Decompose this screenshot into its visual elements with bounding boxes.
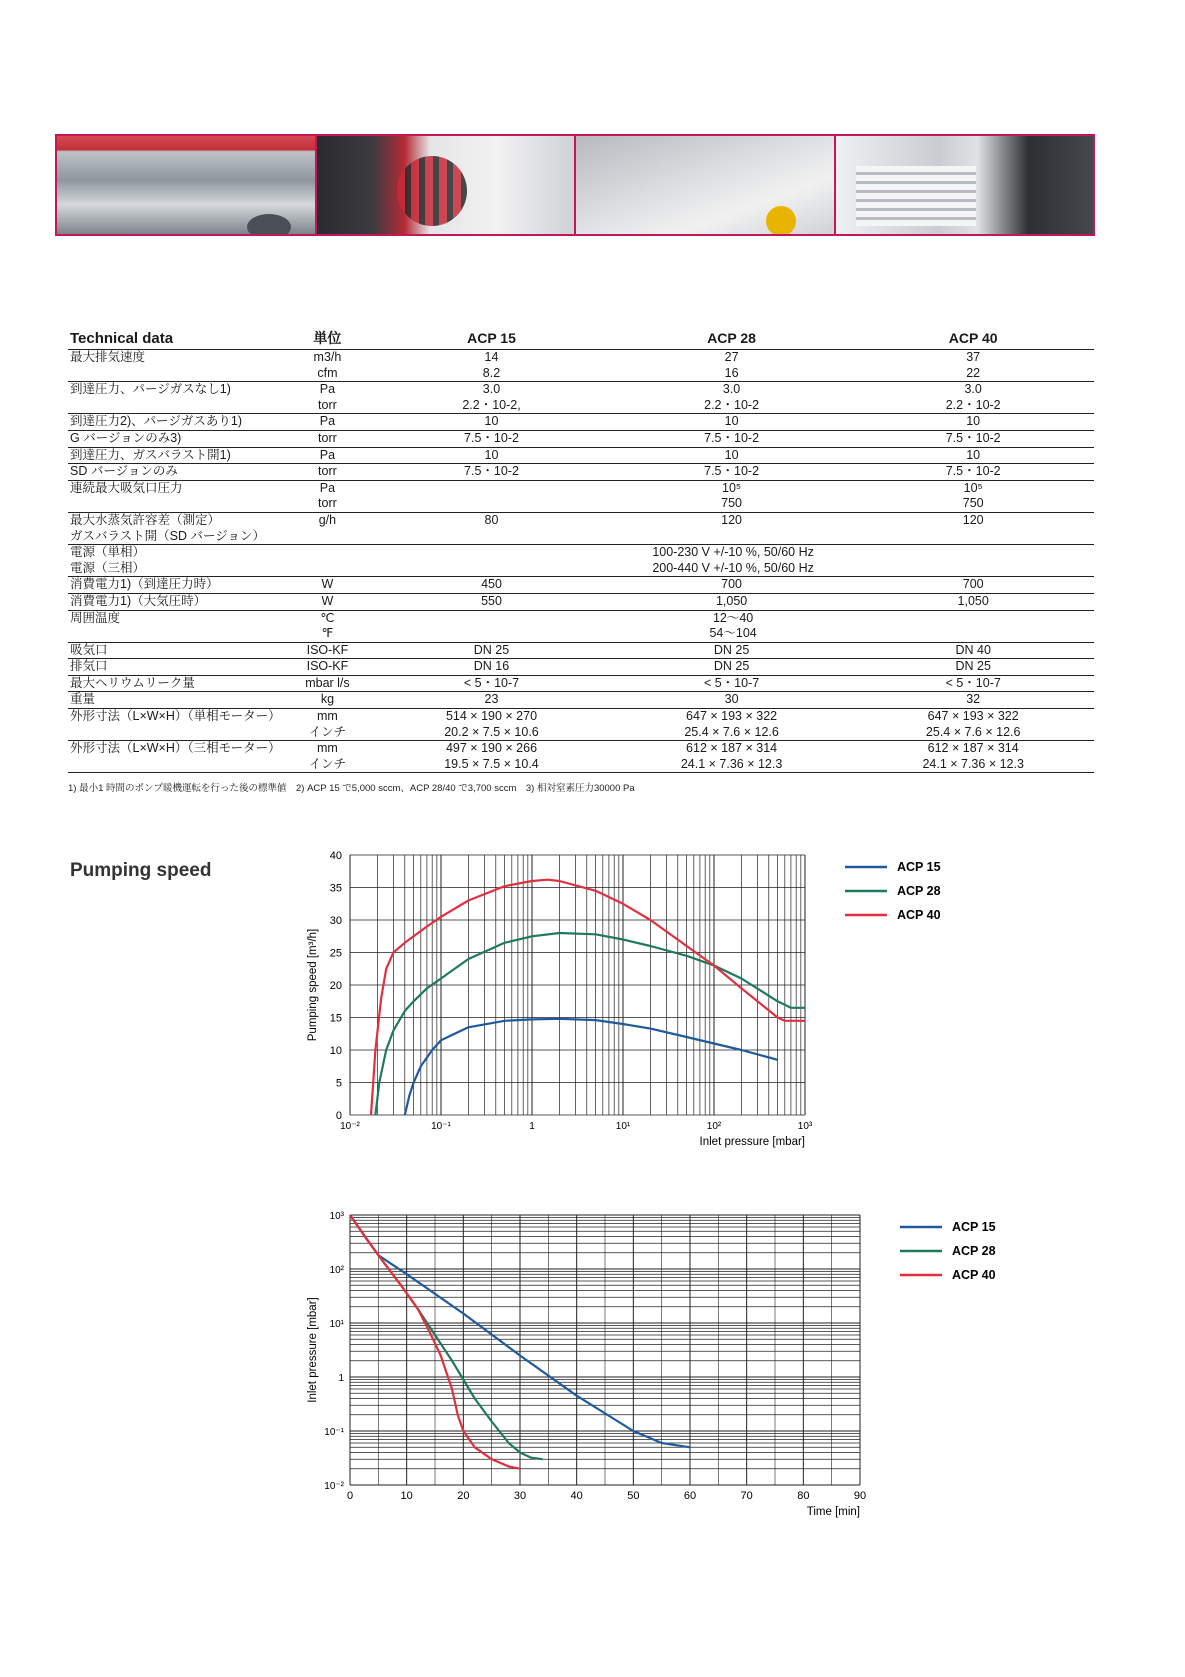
- unit-cell: g/h: [318, 512, 337, 527]
- x-tick-label: 10²: [706, 1121, 722, 1132]
- acp28-value: DN 25: [611, 659, 853, 676]
- x-tick-label: 70: [740, 1490, 753, 1502]
- acp15-value: 10: [372, 447, 611, 464]
- x-tick-label: 40: [570, 1490, 583, 1502]
- unit-cell: W: [283, 593, 373, 610]
- table-row: [68, 709, 1094, 725]
- table-row: [68, 725, 1094, 741]
- acp40-value: 1,050: [852, 593, 1094, 610]
- unit-cell: mm: [317, 709, 338, 724]
- acp15-value: 20.2 × 7.5 × 10.6: [372, 725, 611, 741]
- acp40-value: 7.5・10-2: [852, 464, 1094, 481]
- y-tick-label: 20: [329, 980, 342, 992]
- row-label: 重量: [68, 692, 283, 709]
- value-cell-merged: 54〜104: [372, 626, 1094, 642]
- acp28-value: 25.4 × 7.6 × 12.6: [611, 725, 853, 741]
- pump-flange-photo: [57, 136, 317, 234]
- y-tick-label: 10¹: [329, 1319, 344, 1330]
- acp28-value: 27: [724, 350, 739, 364]
- pump-inlet-photo: [576, 136, 836, 234]
- acp15-value: 23: [372, 692, 611, 709]
- acp40-value: 7.5・10-2: [852, 430, 1094, 447]
- unit-cell: [283, 545, 373, 561]
- acp40-value: 10: [852, 414, 1094, 431]
- acp28-value: DN 25: [611, 642, 853, 659]
- unit-cell: [283, 561, 373, 577]
- row-label: 電源（三相）: [68, 561, 283, 577]
- row-label: 消費電力1)（大気圧時）: [68, 593, 283, 610]
- x-tick-label: 0: [346, 1490, 354, 1502]
- x-tick-label: 10³: [797, 1121, 813, 1132]
- x-tick-label: 10⁻²: [340, 1121, 360, 1132]
- acp28-header: ACP 28: [611, 328, 853, 350]
- acp40-value: 750: [852, 496, 1094, 512]
- row-label: 周囲温度: [70, 610, 121, 625]
- unit-header: 単位: [283, 328, 373, 350]
- x-axis-label: Inlet pressure [mbar]: [699, 1136, 805, 1148]
- acp40-value: 2.2・10-2: [852, 398, 1094, 414]
- row-label: 吸気口: [68, 642, 283, 659]
- acp28-value: 647 × 193 × 322: [686, 709, 778, 724]
- unit-cell: torr: [283, 430, 373, 447]
- acp15-value: < 5・10-7: [372, 675, 611, 692]
- x-tick-label: 60: [683, 1490, 697, 1502]
- table-body: [68, 350, 1094, 773]
- x-tick-label: 90: [853, 1490, 867, 1502]
- table-row: [68, 577, 1094, 594]
- row-label: [68, 366, 283, 382]
- acp40-value: 25.4 × 7.6 × 12.6: [852, 725, 1094, 741]
- table-row: [68, 447, 1094, 464]
- series-line-acp-40: [371, 880, 805, 1115]
- acp28-value: 7.5・10-2: [611, 464, 853, 481]
- table-row: [68, 561, 1094, 577]
- table-row: [68, 398, 1094, 414]
- unit-cell: インチ: [283, 757, 373, 773]
- acp15-value: 14: [484, 350, 499, 364]
- y-tick-label: 10³: [329, 1211, 344, 1222]
- table-header-row: [68, 328, 1094, 350]
- table-row: [68, 430, 1094, 447]
- acp15-value: 19.5 × 7.5 × 10.4: [372, 757, 611, 773]
- y-tick-label: 30: [329, 915, 342, 927]
- unit-cell: Pa: [283, 447, 373, 464]
- acp28-value: 10: [611, 414, 853, 431]
- table-row: [68, 659, 1094, 676]
- row-label: [68, 725, 283, 741]
- row-label: 到達圧力2)、パージガスあり1): [68, 414, 283, 431]
- pump-housing-photo: [836, 136, 1094, 234]
- row-label: 最大排気速度: [70, 350, 146, 364]
- table-row: [68, 529, 1094, 545]
- pumping-speed-chart: [270, 850, 1170, 1190]
- technical-data-table: [68, 328, 1094, 773]
- y-tick-label: 25: [329, 947, 342, 960]
- row-label: [68, 626, 283, 642]
- acp40-value: 10: [852, 447, 1094, 464]
- acp40-value: 24.1 × 7.36 × 12.3: [852, 757, 1094, 773]
- unit-cell: torr: [283, 496, 373, 512]
- table-row: [68, 382, 1094, 398]
- row-label: 到達圧力、パージガスなし1): [70, 382, 231, 397]
- acp28-value: 10⁵: [722, 480, 742, 495]
- row-label: 連続最大吸気口圧力: [70, 480, 183, 495]
- acp15-value: DN 16: [372, 659, 611, 676]
- acp40-value: DN 40: [852, 642, 1094, 659]
- legend-label: ACP 15: [952, 1220, 996, 1234]
- acp40-value: [852, 529, 1094, 545]
- row-label: 最大ヘリウムリーク量: [68, 675, 283, 692]
- acp15-value: 550: [372, 593, 611, 610]
- acp28-value: 1,050: [611, 593, 853, 610]
- x-tick-label: 30: [513, 1490, 527, 1502]
- value-cell-merged: 200-440 V +/-10 %, 50/60 Hz: [372, 561, 1094, 577]
- x-tick-label: 10⁻¹: [431, 1121, 451, 1132]
- series-line-acp-28: [375, 933, 805, 1115]
- y-tick-label: 0: [335, 1110, 342, 1122]
- row-label: 排気口: [68, 659, 283, 676]
- table-row: [68, 464, 1094, 481]
- unit-cell: ℃: [320, 610, 335, 625]
- acp15-header: ACP 15: [372, 328, 611, 350]
- table-row: [68, 757, 1094, 773]
- acp40-header: ACP 40: [852, 328, 1094, 350]
- unit-cell: W: [283, 577, 373, 594]
- unit-cell: torr: [283, 464, 373, 481]
- row-label: 外形寸法（L×W×H）（三相モーター）: [70, 741, 281, 756]
- acp28-value: 120: [721, 512, 742, 527]
- table-title: Technical data: [68, 328, 283, 350]
- acp15-value: 8.2: [372, 366, 611, 382]
- pump-motor-photo: [317, 136, 577, 234]
- acp15-value: [372, 529, 611, 545]
- acp40-value: 37: [966, 350, 981, 364]
- acp40-value: 22: [852, 366, 1094, 382]
- table-row: [68, 593, 1094, 610]
- row-label: 消費電力1)（到達圧力時）: [68, 577, 283, 594]
- table-row: [68, 480, 1094, 496]
- acp15-value: [372, 480, 611, 496]
- table-row: [68, 512, 1094, 528]
- acp40-value: 32: [852, 692, 1094, 709]
- unit-cell: インチ: [283, 725, 373, 741]
- y-tick-label: 10⁻²: [324, 1481, 344, 1492]
- acp15-value: 497 × 190 × 266: [445, 741, 538, 756]
- unit-cell: Pa: [319, 382, 336, 397]
- acp40-value: < 5・10-7: [852, 675, 1094, 692]
- acp40-value: 647 × 193 × 322: [927, 709, 1019, 724]
- acp40-value: 10⁵: [963, 480, 983, 495]
- y-axis-label: Inlet pressure [mbar]: [307, 1297, 319, 1403]
- row-label: [68, 757, 283, 773]
- acp40-value: 612 × 187 × 314: [927, 741, 1019, 756]
- y-tick-label: 35: [329, 882, 342, 895]
- pump-down-time-chart: [270, 1210, 1170, 1550]
- table-row: [68, 496, 1094, 512]
- value-cell-merged: 100-230 V +/-10 %, 50/60 Hz: [652, 545, 814, 560]
- y-axis-label: Pumping speed [m³/h]: [307, 928, 319, 1042]
- unit-cell: cfm: [283, 366, 373, 382]
- row-label: 電源（単相）: [70, 545, 146, 560]
- unit-cell: ℉: [283, 626, 373, 642]
- acp28-value: 750: [611, 496, 853, 512]
- row-label: SD バージョンのみ: [68, 464, 283, 481]
- legend-label: ACP 40: [952, 1268, 996, 1282]
- row-label: [68, 496, 283, 512]
- row-label: 到達圧力、ガスバラスト開1): [68, 447, 283, 464]
- acp40-value: 3.0: [964, 382, 982, 397]
- row-label: 外形寸法（L×W×H）（単相モーター）: [70, 709, 281, 724]
- series-line-acp-28: [350, 1215, 543, 1459]
- acp28-value: < 5・10-7: [611, 675, 853, 692]
- unit-cell: Pa: [319, 480, 336, 495]
- y-tick-label: 10⁻¹: [324, 1427, 344, 1438]
- acp28-value: 10: [611, 447, 853, 464]
- x-tick-label: 10¹: [615, 1121, 631, 1132]
- table-row: [68, 675, 1094, 692]
- product-photo-strip: [55, 134, 1095, 236]
- acp28-value: 2.2・10-2: [611, 398, 853, 414]
- acp15-value: 80: [484, 512, 499, 527]
- table-row: [68, 610, 1094, 626]
- row-label: ガスバラスト開（SD バージョン）: [68, 529, 283, 545]
- y-tick-label: 10: [329, 1045, 342, 1057]
- acp28-value: 700: [611, 577, 853, 594]
- unit-cell: ISO-KF: [283, 659, 373, 676]
- x-tick-label: 20: [457, 1490, 470, 1502]
- unit-cell: ISO-KF: [283, 642, 373, 659]
- table-row: [68, 741, 1094, 757]
- acp40-value: 700: [852, 577, 1094, 594]
- acp28-value: 30: [611, 692, 853, 709]
- unit-cell: m3/h: [313, 350, 342, 364]
- table-row: [68, 414, 1094, 431]
- x-tick-label: 1: [529, 1121, 535, 1132]
- acp28-value: 16: [611, 366, 853, 382]
- acp28-value: 3.0: [722, 382, 741, 397]
- y-tick-label: 15: [329, 1012, 342, 1025]
- table-row: [68, 366, 1094, 382]
- footnote: 1) 最小1 時間のポンプ暖機運転を行った後の標準値 2) ACP 15 で5,000 sccm、ACP 28/40 で3,700 sccm 3) 相対窒素圧力30000 Pa: [68, 783, 635, 794]
- acp28-value: 612 × 187 × 314: [686, 741, 778, 756]
- table-row: [68, 626, 1094, 642]
- series-line-acp-15: [405, 1019, 778, 1115]
- acp28-value: [611, 529, 853, 545]
- row-label: G バージョンのみ3): [68, 430, 283, 447]
- acp40-value: 120: [962, 512, 984, 527]
- unit-cell: torr: [283, 398, 373, 414]
- unit-cell: Pa: [283, 414, 373, 431]
- table-row: [68, 642, 1094, 659]
- table-row: [68, 545, 1094, 561]
- legend-label: ACP 28: [897, 884, 941, 898]
- unit-cell: [283, 529, 373, 545]
- legend-label: ACP 28: [952, 1244, 996, 1258]
- x-tick-label: 50: [627, 1490, 640, 1502]
- acp15-value: 7.5・10-2: [372, 464, 611, 481]
- y-tick-label: 40: [329, 850, 342, 862]
- legend-label: ACP 15: [897, 860, 941, 874]
- acp15-value: 450: [372, 577, 611, 594]
- acp28-value: 24.1 × 7.36 × 12.3: [611, 757, 853, 773]
- section-title: Pumping speed: [70, 860, 212, 881]
- table-row: [68, 350, 1094, 366]
- unit-cell: kg: [283, 692, 373, 709]
- table-row: [68, 692, 1094, 709]
- unit-cell: mbar l/s: [283, 675, 373, 692]
- unit-cell: mm: [317, 741, 338, 756]
- x-axis-label: Time [min]: [806, 1506, 860, 1518]
- y-tick-label: 5: [335, 1077, 342, 1090]
- acp15-value: [372, 496, 611, 512]
- x-tick-label: 10: [400, 1490, 413, 1502]
- acp15-value: DN 25: [372, 642, 611, 659]
- acp15-value: 514 × 190 × 270: [445, 709, 538, 724]
- acp15-value: 3.0: [482, 382, 501, 397]
- y-tick-label: 1: [338, 1373, 344, 1384]
- row-label: 最大水蒸気許容差（測定）: [70, 512, 221, 527]
- value-cell-merged: 12〜40: [712, 610, 754, 625]
- acp15-value: 7.5・10-2: [372, 430, 611, 447]
- acp15-value: 2.2・10-2,: [372, 398, 611, 414]
- legend-label: ACP 40: [897, 908, 941, 922]
- row-label: [68, 398, 283, 414]
- acp40-value: DN 25: [852, 659, 1094, 676]
- x-tick-label: 80: [797, 1490, 810, 1502]
- acp15-value: 10: [372, 414, 611, 431]
- acp28-value: 7.5・10-2: [611, 430, 853, 447]
- y-tick-label: 10²: [329, 1265, 344, 1276]
